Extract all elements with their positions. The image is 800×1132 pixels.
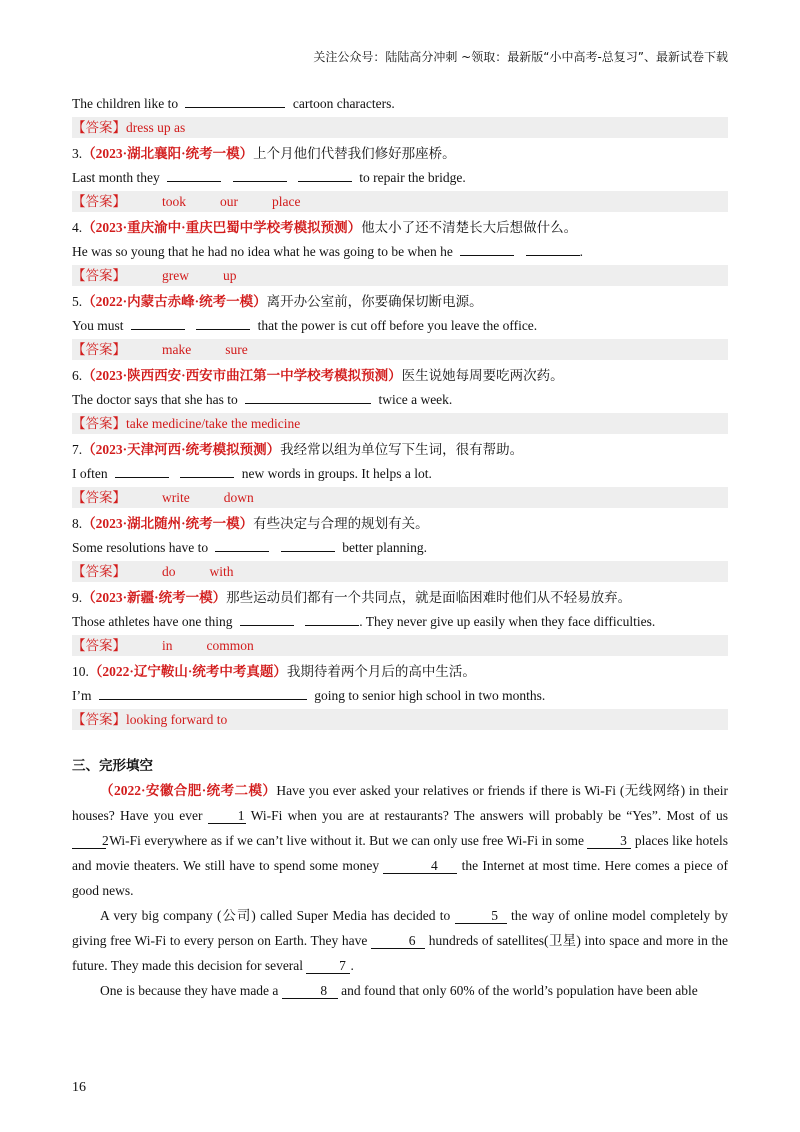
answer-blank (215, 537, 269, 552)
section-title: 三、完形填空 (72, 758, 153, 774)
question-header (72, 216, 728, 240)
question-text: The doctor says that she has to (72, 392, 238, 407)
cloze-paragraph (72, 978, 728, 1003)
chinese-prompt: 那些运动员们都有一个共同点，就是面临困难时他们从不轻易放弃。 (226, 590, 632, 605)
answer-blank (115, 463, 169, 478)
answer-text: dress up as (126, 120, 186, 135)
question-text: I often (72, 466, 108, 481)
question-text: . (579, 244, 584, 259)
cloze-text: the Internet at most time. Here comes a piece of good news. (72, 858, 729, 898)
cloze-blank: 6 (371, 933, 425, 949)
question-line (72, 166, 728, 190)
question-line (72, 462, 728, 486)
question-number: 8. (72, 516, 83, 531)
answer-label: 【答案】 (72, 120, 126, 135)
cloze-text: the way of online model completely by giving free Wi-Fi to every person on Earth. They have (72, 908, 728, 948)
answer-blank (245, 389, 371, 404)
question-line (72, 536, 728, 560)
chinese-prompt: 我期待着两个月后的高中生活。 (286, 664, 476, 679)
question-header (72, 290, 728, 314)
question-source: （2023·陕西西安·西安市曲江第一中学校考模拟预测） (82, 368, 402, 383)
answer-blank (460, 241, 514, 256)
question-source: （2023·湖北随州·统考一模） (82, 516, 254, 531)
cloze-text: places like hotels and movie theaters. We still have to spend some money (72, 833, 728, 873)
cloze-text: hundreds of satellites(卫星) into space and more in the future. They made this decision for several (72, 933, 729, 973)
question-header (72, 364, 728, 388)
question-text: The children like to (72, 96, 179, 111)
cloze-text: One is because they have made a (100, 983, 279, 998)
question-header (72, 438, 728, 462)
question-text: better planning. (342, 540, 427, 555)
answer-bar (72, 709, 728, 730)
answer-word: grew (162, 268, 189, 283)
question-number: 10. (72, 664, 89, 679)
document-body (72, 92, 728, 1003)
answer-blank (131, 315, 185, 330)
answer-blank (196, 315, 250, 330)
cloze-text: Have you ever asked your relatives or friends if there is Wi-Fi (无线网络) in their houses? Have you ever (72, 783, 728, 823)
answer-blank (526, 241, 580, 256)
answer-text: looking forward to (126, 712, 228, 727)
question-header (72, 142, 728, 166)
answer-bar (72, 413, 728, 434)
question-text: going to senior high school in two months. (314, 688, 546, 703)
question-number: 4. (72, 220, 83, 235)
answer-word: do (162, 564, 176, 579)
cloze-blank: 2 (72, 833, 106, 849)
question-text: to repair the bridge. (359, 170, 466, 185)
cloze-paragraph (72, 778, 728, 903)
question-header (72, 660, 728, 684)
answer-bar (72, 191, 728, 212)
question-line (72, 610, 728, 634)
question-text: Those athletes have one thing (72, 614, 233, 629)
answer-blank (281, 537, 335, 552)
question-text: I’m (72, 688, 92, 703)
question-text: He was so young that he had no idea what he was going to be when he (72, 244, 453, 259)
cloze-blank: 4 (383, 858, 457, 874)
answer-word: down (223, 490, 254, 505)
answer-label: 【答案】 (72, 638, 126, 653)
question-line (72, 684, 728, 708)
answer-word: make (162, 342, 192, 357)
question-text: Last month they (72, 170, 160, 185)
answer-word: common (206, 638, 254, 653)
question-source: （2023·湖北襄阳·统考一模） (82, 146, 254, 161)
chinese-prompt: 离开办公室前，你要确保切断电源。 (266, 294, 483, 309)
question-text: cartoon characters. (292, 96, 395, 111)
answer-word: sure (225, 342, 248, 357)
answer-label: 【答案】 (72, 564, 126, 579)
answer-label: 【答案】 (72, 490, 126, 505)
question-header (72, 586, 728, 610)
question-line (72, 314, 728, 338)
chinese-prompt: 有些决定与合理的规划有关。 (253, 516, 429, 531)
question-line (72, 92, 728, 116)
answer-label: 【答案】 (72, 342, 126, 357)
answer-blank (233, 167, 287, 182)
cloze-text: . (350, 958, 354, 973)
answer-blank (240, 611, 294, 626)
question-text: that the power is cut off before you leave the office. (257, 318, 538, 333)
answer-word: up (223, 268, 237, 283)
answer-blank (185, 93, 285, 108)
answer-word: with (209, 564, 234, 579)
question-text: new words in groups. It helps a lot. (241, 466, 432, 481)
question-source: （2022·安徽合肥·统考二模） (100, 783, 277, 798)
cloze-blank: 5 (455, 908, 507, 924)
answer-bar (72, 561, 728, 582)
answer-word: our (220, 194, 239, 209)
question-header (72, 512, 728, 536)
chinese-prompt: 医生说她每周要吃两次药。 (401, 368, 564, 383)
question-number: 6. (72, 368, 83, 383)
cloze-blank: 7 (306, 958, 350, 974)
question-source: （2022·辽宁鞍山·统考中考真题） (88, 664, 287, 679)
cloze-text: Wi-Fi when you are at restaurants? The answers will probably be “Yes”. Most of us (250, 808, 728, 823)
answer-word: took (162, 194, 187, 209)
question-text: twice a week. (378, 392, 453, 407)
chinese-prompt: 他太小了还不清楚长大后想做什么。 (361, 220, 578, 235)
cloze-paragraph (72, 903, 728, 978)
question-source: （2023·新疆·统考一模） (82, 590, 227, 605)
cloze-text: and found that only 60% of the world’s population have been able (341, 983, 698, 998)
cloze-text: A very big company (公司) called Super Media has decided to (100, 908, 451, 923)
answer-bar (72, 339, 728, 360)
question-text: You must (72, 318, 124, 333)
answer-blank (167, 167, 221, 182)
answer-label: 【答案】 (72, 416, 126, 431)
question-source: （2023·重庆渝中·重庆巴蜀中学校考模拟预测） (82, 220, 362, 235)
cloze-text: Wi-Fi everywhere as if we can’t live without it. But we can only use free Wi-Fi in some (109, 833, 585, 848)
answer-bar (72, 265, 728, 286)
answer-label: 【答案】 (72, 194, 126, 209)
answer-blank (298, 167, 352, 182)
question-text: Some resolutions have to (72, 540, 209, 555)
answer-bar (72, 635, 728, 656)
chinese-prompt: 我经常以组为单位写下生词，很有帮助。 (280, 442, 524, 457)
chinese-prompt: 上个月他们代替我们修好那座桥。 (253, 146, 456, 161)
cloze-blank: 3 (587, 833, 631, 849)
question-number: 5. (72, 294, 83, 309)
page-number: 16 (72, 1080, 86, 1095)
answer-word: place (272, 194, 301, 209)
answer-blank (305, 611, 359, 626)
question-source: （2023·天津河西·统考模拟预测） (82, 442, 281, 457)
question-line (72, 388, 728, 412)
question-source: （2022·内蒙古赤峰·统考一模） (82, 294, 267, 309)
answer-word: write (162, 490, 190, 505)
cloze-blank: 8 (282, 983, 338, 999)
answer-text: take medicine/take the medicine (126, 416, 301, 431)
page-header: 关注公众号：陆陆高分冲刺 ~领取：最新版“小中高考-总复习”、最新试卷下载 (313, 50, 728, 64)
answer-label: 【答案】 (72, 268, 126, 283)
answer-word: in (162, 638, 173, 653)
answer-label: 【答案】 (72, 712, 126, 727)
answer-blank (99, 685, 307, 700)
cloze-blank: 1 (208, 808, 246, 824)
question-text: . They never give up easily when they face difficulties. (359, 614, 656, 629)
answer-bar (72, 117, 728, 138)
answer-bar (72, 487, 728, 508)
question-number: 9. (72, 590, 83, 605)
question-number: 7. (72, 442, 83, 457)
answer-blank (180, 463, 234, 478)
question-number: 3. (72, 146, 83, 161)
question-line (72, 240, 728, 264)
